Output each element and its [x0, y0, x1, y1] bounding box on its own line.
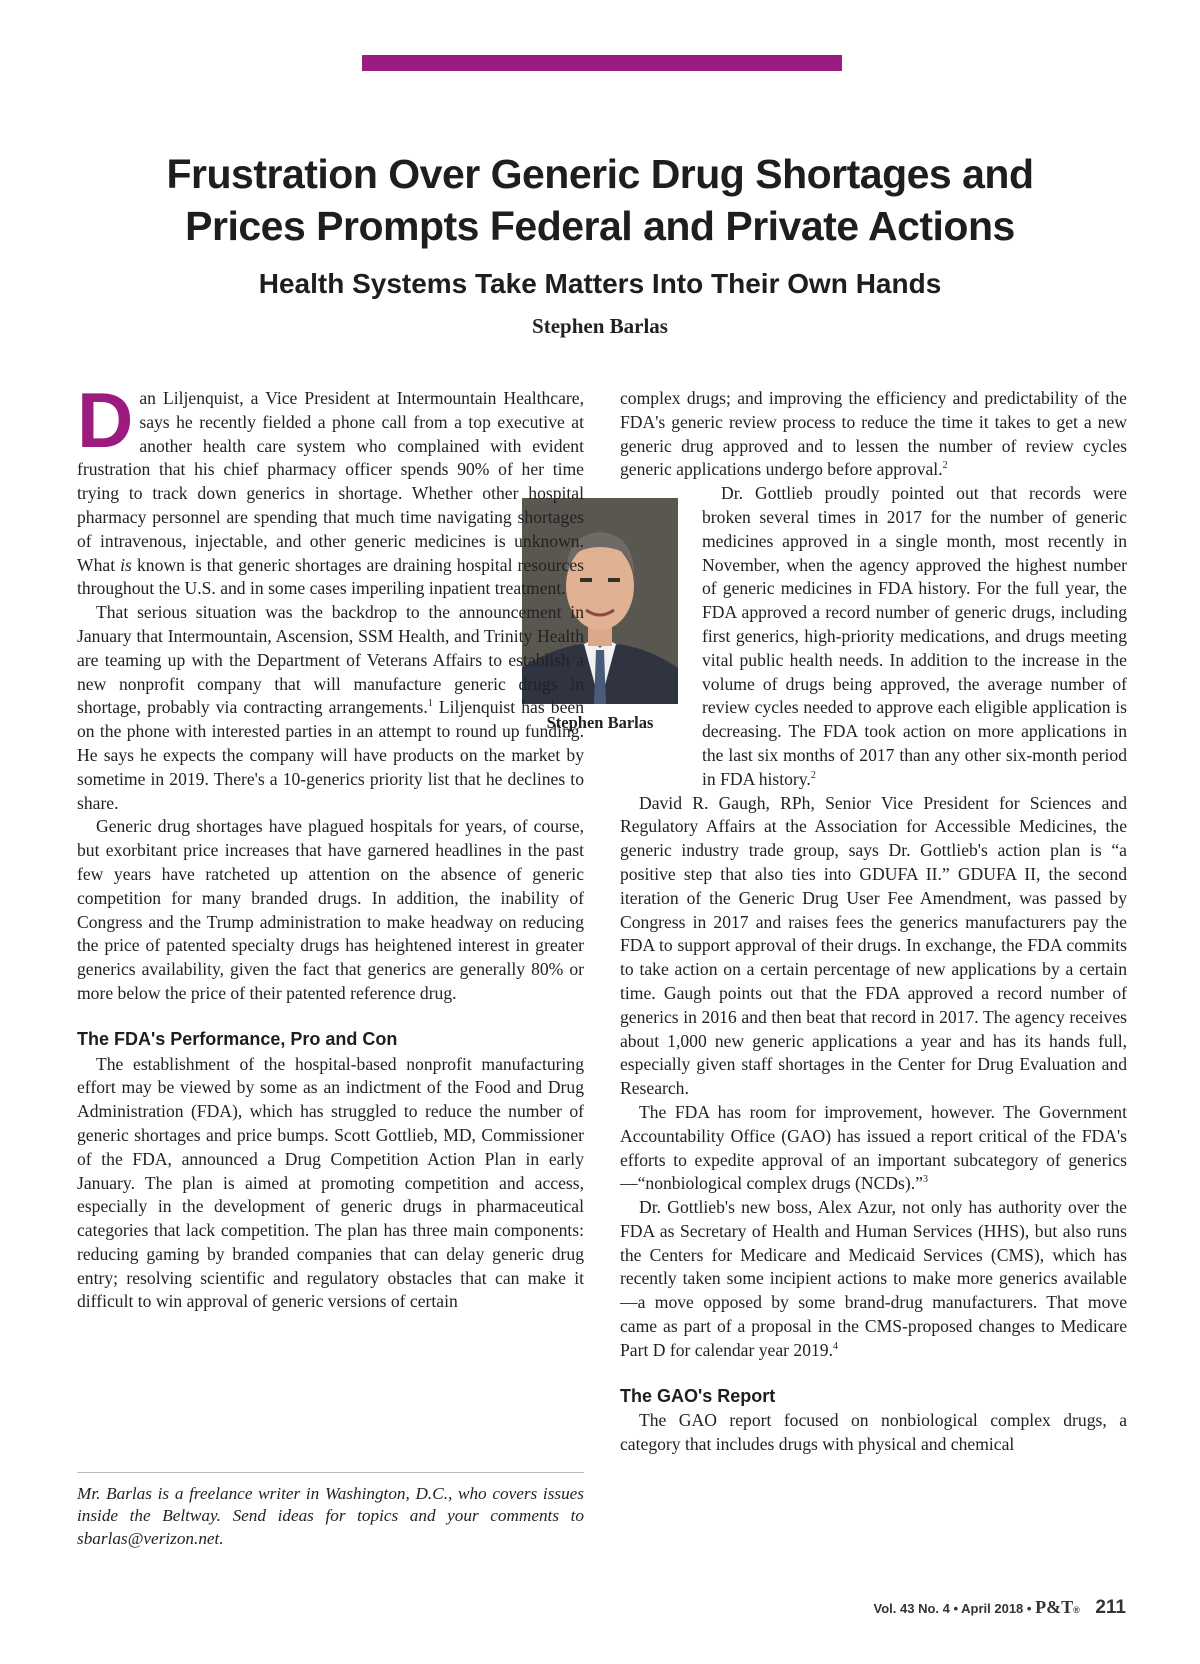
paragraph-r4 [620, 1101, 1127, 1196]
p2-text-end: Liljenquist has been on the phone with interested parties in an attempt to round up funding. He says he expects the company will have products on the market by sometime in 2019. There's a 10-generics priority list that he declines to share. [77, 697, 585, 813]
photo-caption: Stephen Barlas [546, 713, 654, 732]
section-heading-fda: The FDA's Performance, Pro and Con [77, 1028, 398, 1049]
registered-mark: ® [1073, 1605, 1080, 1615]
paragraph-4: The establishment of the hospital-based nonprofit manufacturing effort may be viewed by some as an indictment of the Food and Drug Administration (FDA), which has struggled to reduce the number of generic shortages and price bumps. Scott Gottlieb, MD, Commissioner of the FDA, announced a Drug Competition Action Plan in early January. The plan is aimed at promoting competition and access, especially in the development of generic drugs in pharmaceutical categories that lack competition. The plan has three main components: reducing gaming by branded companies that can delay generic drug entry; resolving scientific and regulatory obstacles that can make it difficult to win approval of generic versions of certain [77, 1053, 584, 1312]
title-line-2: Prices Prompts Federal and Private Actions [185, 203, 1015, 249]
right-column [620, 387, 1127, 1457]
paragraph-r3: David R. Gaugh, RPh, Senior Vice President for Sciences and Regulatory Affairs at the Association for Accessible Medicines, the generic industry trade group, says Dr. Gottlieb's action plan is “a positive step that also ties into GDUFA II.” GDUFA II, the second iteration of the Generic Drug User Fee Amendment, was passed by Congress in 2017 and raises fees the generics manufacturers pay the FDA to support approval of their drugs. In exchange, the FDA commits to take action on a certain percentage of new applications by a certain time. Gaugh points out that the FDA approved a record number of generics in 2016 and then beat that record in 2017. The agency receives about 1,000 new generic applications a year and has its hands full, especially given staff shortages in the Center for Drug Evaluation and Research. [620, 792, 1127, 1099]
paragraph-intro [77, 376, 584, 601]
byline: Stephen Barlas [532, 314, 668, 338]
title-line-1: Frustration Over Generic Drug Shortages and [166, 151, 1034, 197]
paragraph-3: Generic drug shortages have plagued hospitals for years, of course, but exorbitant price increases that have garnered headlines in the past few years have ratcheted up attention on the absence of generic competition for many branded drugs. In addition, the inability of Congress and the Trump administration to make headway on reducing the price of patented specialty drugs has heightened interest in greater generics availability, given the fact that generics are generally 80% or more below the price of their patented reference drug. [77, 816, 584, 1003]
article-title [100, 148, 1100, 252]
photo-wrap-space [620, 482, 702, 784]
r4-text: The FDA has room for improvement, however. The Government Accountability Office (GAO) has issued a report critical of the FDA's efforts to expedite approval of an important subcategory of generics—“nonbiological complex drugs (NCDs).” [620, 1101, 1127, 1194]
page-footer [874, 1597, 1126, 1619]
intro-text: an Liljenquist, a Vice President at Intermountain Healthcare, says he recently fielded a phone call from a top executive at another health care system who complained with evident frustration that his chief pharmacy officer spends 90% of her time trying to track down generics in shortage. Whether other hospital pharmacy personnel are spending that much time navigating shortages of intravenous, injectable, and other generic medicines is unknown. What [77, 388, 584, 575]
p2-text: That serious situation was the backdrop to the announcement in January that Intermountain, Ascension, SSM Health, and Trinity Health are teaming up with the Department of Veterans Affairs to establish a new nonprofit company that will manufacture generic drugs in shortage, probably via contracting arrangements. [77, 602, 584, 718]
r2-text: Dr. Gottlieb proudly pointed out that records were broken several times in 2017 for the number of generic medicines approved in a single month, most recently in November, when the agency approved the highest number of generic medicines in FDA history. For the full year, the FDA approved a record number of generic drugs, including first generics, high-priority medications, and drugs meeting vital public health needs. In addition to the increase in the volume of drugs being approved, the average number of review cycles needed to approve each eligible application is decreasing. The FDA took action on more applications in the last six months of 2017 than any other six-month period in FDA history. [702, 483, 1127, 789]
left-column [77, 376, 585, 1314]
paragraph-r5 [620, 1196, 1127, 1363]
accent-bar [362, 55, 842, 71]
paragraph-r1 [620, 387, 1127, 482]
r1-text: complex drugs; and improving the efficiency and predictability of the FDA's generic review process to reduce the time it takes to get a new generic drug approved and to lessen the number of review cycles generic applications undergo before approval. [620, 388, 1127, 480]
footnote-ref: 2 [810, 769, 816, 781]
paragraph-r6: The GAO report focused on nonbiological complex drugs, a category that includes drugs with physical and chemical [620, 1410, 1127, 1455]
intro-emphasis: is [120, 554, 132, 575]
section-heading-gao: The GAO's Report [620, 1385, 776, 1406]
footnote-ref: 1 [427, 698, 433, 710]
footnote-ref: 4 [833, 1341, 838, 1353]
author-bio: Mr. Barlas is a freelance writer in Washington, D.C., who covers issues inside the Beltway. Send ideas for topics and your comments to sbarlas@verizon.net. [77, 1472, 584, 1550]
footnote-ref: 3 [922, 1174, 928, 1186]
r5-text: Dr. Gottlieb's new boss, Alex Azur, not only has authority over the FDA as Secretary of Health and Human Services (HHS), but also runs the Centers for Medicare and Medicaid Services (CMS), which has recently taken some incipient actions to make more generics available—a move opposed by some brand-drug manufacturers. That move came as part of a proposal in the CMS-proposed changes to Medicare Part D for calendar year 2019. [620, 1197, 1127, 1360]
paragraph-2 [77, 601, 584, 815]
intro-text-end: known is that generic shortages are draining hospital resources throughout the U.S. and in some cases imperiling inpatient treatment. [77, 554, 584, 599]
drop-cap: D [77, 376, 134, 464]
journal-name: P&T [1035, 1597, 1074, 1617]
page-number: 211 [1095, 1597, 1126, 1618]
footnote-ref: 2 [942, 460, 948, 472]
issue-info: Vol. 43 No. 4 • April 2018 • [873, 1601, 1032, 1616]
article-subtitle: Health Systems Take Matters Into Their Own Hands [258, 268, 942, 299]
